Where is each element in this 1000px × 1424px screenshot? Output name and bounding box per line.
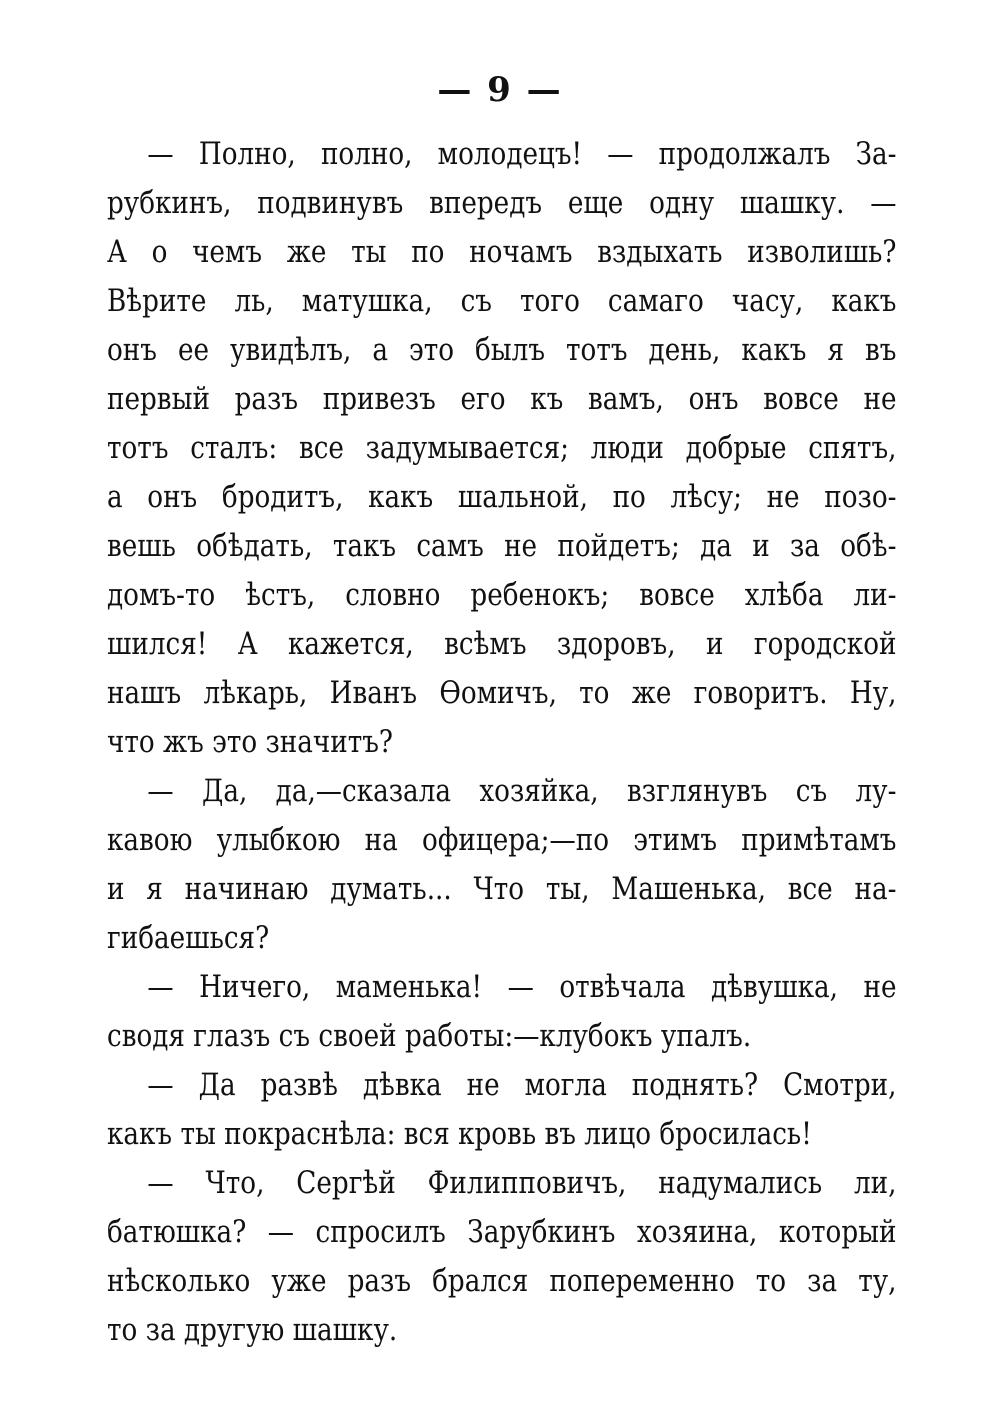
text-line: Вѣрите ль, матушка, съ того самаго часу, какъ bbox=[107, 284, 897, 319]
text-line: — Ничего, маменька! — отвѣчала дѣвушка, не bbox=[147, 970, 897, 1005]
text-line: — Да развѣ дѣвка не могла поднять? Смотри, bbox=[147, 1068, 897, 1103]
text-line: — Да, да,—сказала хозяйка, взглянувъ съ лу- bbox=[147, 774, 897, 809]
text-line: и я начинаю думать... Что ты, Машенька, все на- bbox=[107, 872, 897, 907]
page-number: — 9 — bbox=[437, 70, 563, 110]
text-line: а онъ бродитъ, какъ шальной, по лѣсу; не позо- bbox=[107, 480, 897, 515]
text-line: гибаешься? bbox=[107, 921, 270, 956]
text-line: онъ ее увидѣлъ, а это былъ тотъ день, какъ я въ bbox=[107, 333, 897, 368]
text-line: А о чемъ же ты по ночамъ вздыхать изволишь? bbox=[107, 235, 897, 270]
text-line: то за другую шашку. bbox=[107, 1313, 398, 1348]
text-line: первый разъ привезъ его къ вамъ, онъ вовсе не bbox=[107, 382, 897, 417]
text-line: вешь обѣдать, такъ самъ не пойдетъ; да и за обѣ- bbox=[107, 529, 897, 564]
text-line: сводя глазъ съ своей работы:—клубокъ упалъ. bbox=[107, 1019, 752, 1054]
text-line: тотъ сталъ: все задумывается; люди добрые спятъ, bbox=[107, 431, 897, 466]
text-line: нашъ лѣкарь, Иванъ Ѳомичъ, то же говоритъ. Ну, bbox=[107, 676, 897, 711]
text-line: шился! А кажется, всѣмъ здоровъ, и городской bbox=[107, 627, 897, 662]
text-line: — Что, Сергѣй Филипповичъ, надумались ли, bbox=[147, 1166, 897, 1201]
text-line: какъ ты покраснѣла: вся кровь въ лицо бросилась! bbox=[107, 1117, 812, 1152]
text-line: нѣсколько уже разъ брался попеременно то за ту, bbox=[107, 1264, 897, 1299]
text-line: рубкинъ, подвинувъ впередъ еще одну шашку. — bbox=[107, 186, 897, 221]
text-line: — Полно, полно, молодецъ! — продолжалъ За- bbox=[147, 137, 897, 172]
text-line: домъ-то ѣстъ, словно ребенокъ; вовсе хлѣба ли- bbox=[107, 578, 897, 613]
text-line: кавою улыбкою на офицера;—по этимъ примѣтамъ bbox=[107, 823, 897, 858]
page-text bbox=[107, 130, 897, 1355]
text-line: что жъ это значитъ? bbox=[107, 725, 393, 760]
text-line: батюшка? — спросилъ Зарубкинъ хозяина, который bbox=[107, 1215, 897, 1250]
